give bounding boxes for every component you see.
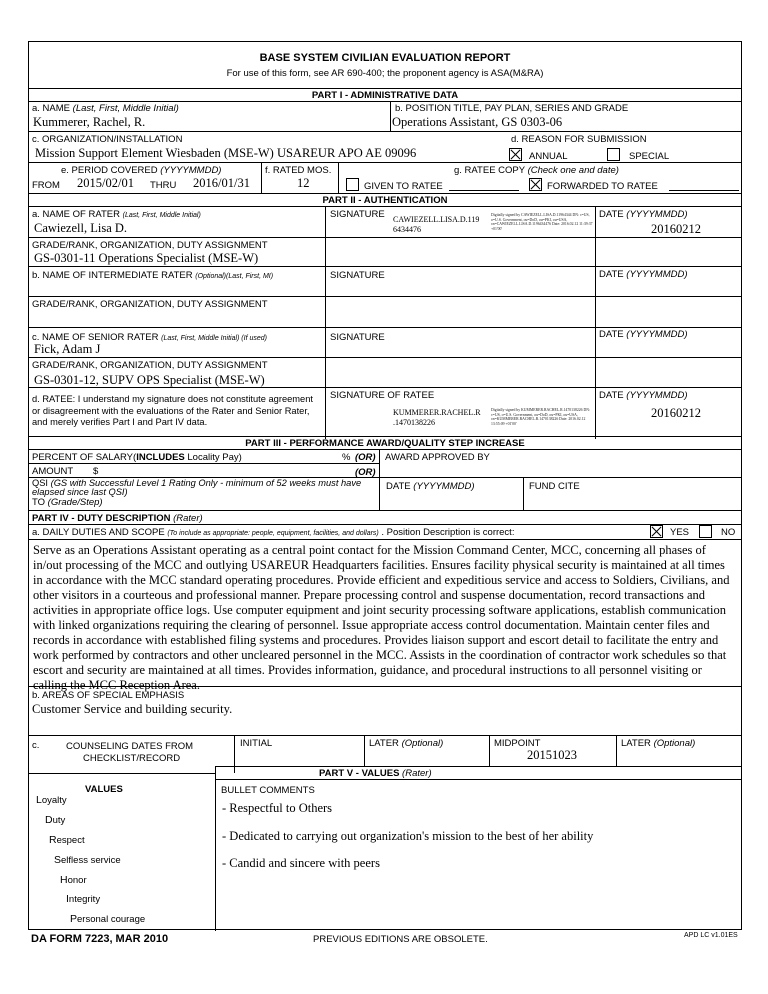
org-label: c. ORGANIZATION/INSTALLATION (32, 134, 183, 145)
or-2: (OR) (355, 467, 376, 478)
rater-grade-label: GRADE/RANK, ORGANIZATION, DUTY ASSIGNMENT (32, 240, 268, 251)
award-date-label: DATE (YYYYMMDD) (386, 481, 475, 492)
value-integrity: Integrity (66, 893, 101, 905)
bullet-comment-2[interactable]: - Dedicated to carrying out organization's mission to the best of her ability (222, 829, 594, 843)
ratee-signature-id: .1470138226 (393, 418, 435, 427)
ratee-date[interactable]: 20160212 (651, 406, 701, 420)
qsi-label: QSI (GS with Successful Level 1 Rating Only - minimum of 52 weeks must have elapsed since last QSI) (32, 478, 362, 497)
org-value[interactable]: Mission Support Element Wiesbaden (MSE-W) USAREUR APO AE 09096 (35, 146, 417, 160)
form-title: BASE SYSTEM CIVILIAN EVALUATION REPORT (259, 52, 511, 64)
pd-yes-label: YES (670, 527, 690, 538)
senior-grade-label: GRADE/RANK, ORGANIZATION, DUTY ASSIGNMENT (32, 360, 268, 371)
rated-value[interactable]: 12 (297, 176, 310, 190)
position-value[interactable]: Operations Assistant, GS 0303-06 (392, 115, 563, 129)
rater-label: a. NAME OF RATER (Last, First, Middle Initial) (32, 209, 201, 220)
pd-no-label: NO (721, 527, 736, 538)
intermediate-rater-label: b. NAME OF INTERMEDIATE RATER (Optional)(Last, First, MI) (32, 270, 274, 281)
percent-label: PERCENT OF SALARY(INCLUDES Locality Pay) (32, 452, 242, 463)
bullet-comment-1[interactable]: - Respectful to Others (222, 801, 333, 815)
intermediate-grade-label: GRADE/RANK, ORGANIZATION, DUTY ASSIGNMENT (32, 299, 268, 310)
given-checkbox[interactable] (346, 178, 359, 191)
copy-label: g. RATEE COPY (Check one and date) (454, 165, 619, 176)
senior-date-label: DATE (YYYYMMDD) (599, 329, 688, 340)
later-label-1: LATER (Optional) (369, 738, 444, 749)
counseling-label-1: COUNSELING DATES FROM (66, 741, 194, 752)
duties-text[interactable]: Serve as an Operations Assistant operating as a central point contact for the Mission Command Center, MCC, concerning all phases of in/out processing of the MCC and outlying USAREUR Headquarters facilities. Ensures facility physical security is maintained at all times in accordance with the MCC standard operating procedures. Provide efficient and expeditious service and access to Soldiers, Civilians, and other visitors in a courteous and professional manner. Prepare processing control and suspense documentation, record transactions and activities in appropriate office logs. Use computer equipment and joint security processing software applications, establish communication with linked organizations requiring the clearing of personnel. Issue appropriate access control documentation. Maintain center files and records in accordance with established filing systems and procedures. Provides liaison support and escort detail to facilitate the entry and work performed by contractors and other uncleared personnel in the MCC. Assists in the coordination of contractor work schedules so that escort and security are maintained at all times. Provides information, guidance, and procedural instructions to all personnel visiting or calling the MCC Reception Area. (33, 543, 730, 692)
midpoint-value[interactable]: 20151023 (527, 748, 577, 762)
ratee-statement: d. RATEE: I understand my signature does not constitute agreement or disagreement with the evaluations of the Rater and Senior Rater, and merely verifies Part I and Part IV data. (32, 394, 313, 427)
value-respect: Respect (49, 834, 85, 846)
special-checkbox[interactable] (607, 148, 620, 161)
reason-label: d. REASON FOR SUBMISSION (511, 134, 647, 145)
pd-no-checkbox[interactable] (699, 525, 712, 538)
name-label: a. NAME (Last, First, Middle Initial) (32, 103, 179, 114)
ratee-date-label: DATE (YYYYMMDD) (599, 390, 688, 401)
thru-label: THRU (150, 180, 177, 191)
rater-signature-name[interactable]: CAWIEZELL.LISA.D.119 (393, 215, 480, 224)
thru-value[interactable]: 2016/01/31 (193, 176, 250, 190)
bullet-label: BULLET COMMENTS (221, 785, 315, 796)
ratee-name[interactable]: Kummerer, Rachel, R. (33, 115, 146, 129)
value-loyalty: Loyalty (36, 794, 67, 806)
senior-grade[interactable]: GS-0301-12, SUPV OPS Specialist (MSE-W) (34, 373, 265, 387)
form-subtitle: For use of this form, see AR 690-400; the proponent agency is ASA(M&RA) (226, 68, 544, 79)
rater-name[interactable]: Cawiezell, Lisa D. (34, 221, 128, 235)
emphasis-label: b. AREAS OF SPECIAL EMPHASIS (32, 690, 185, 701)
senior-rater-label: c. NAME OF SENIOR RATER (Last, First, Middle Initial) (If used) (32, 332, 267, 343)
apd-version: APD LC v1.01ES (684, 932, 738, 939)
given-date-line[interactable] (449, 190, 519, 191)
value-personal-courage: Personal courage (70, 913, 146, 925)
rater-signature-label: SIGNATURE (330, 209, 385, 220)
part2-heading: PART II - AUTHENTICATION (322, 195, 448, 206)
from-label: FROM (32, 180, 60, 191)
form-number: DA FORM 7223, MAR 2010 (31, 933, 169, 945)
duties-label: a. DAILY DUTIES AND SCOPE (To include as appropriate: people, equipment, facilities, and dollars) . Position Description is correct: (32, 527, 515, 538)
emphasis-value[interactable]: Customer Service and building security. (32, 702, 233, 716)
initial-label: INITIAL (240, 738, 273, 749)
rater-signature-detail: Digitally signed by CAWIEZELL.LISA.D.11964344 DN: c=US, o=U.S. Government, ou=DoD, ou=PKI, ou=USA, cn=CAWIEZELL.LISA.D.1196434476 Date: 2016.02.12 11:39:37 +01'00' (491, 213, 593, 231)
period-label: e. PERIOD COVERED (YYYYMMDD) (61, 165, 222, 176)
annual-label: ANNUAL (529, 151, 568, 162)
rater-signature-id: 6434476 (393, 225, 421, 234)
values-label: VALUES (85, 784, 123, 795)
ratee-signature-detail: Digitally signed by KUMMERER.RACHEL.R.1470138226 DN: c=US, o=U.S. Government, ou=DoD, ou=PKI, ou=USA, cn=KUMMERER.RACHEL.R.1470138226 Date: 2016.02.12 13:55:09 +01'00' (491, 408, 591, 426)
value-honor: Honor (60, 874, 87, 886)
part4-heading: PART IV - DUTY DESCRIPTION (Rater) (32, 513, 203, 524)
amount-label: AMOUNT (32, 466, 74, 477)
intermediate-signature-label: SIGNATURE (330, 270, 385, 281)
bullet-comment-3[interactable]: - Candid and sincere with peers (222, 856, 380, 870)
rater-date-label: DATE (YYYYMMDD) (599, 209, 688, 220)
from-value[interactable]: 2015/02/01 (77, 176, 134, 190)
midpoint-label: MIDPOINT (494, 738, 541, 749)
counseling-c-label: c. (32, 740, 40, 751)
rated-label: f. RATED MOS. (265, 165, 332, 176)
or-1: (OR) (355, 452, 376, 463)
position-label: b. POSITION TITLE, PAY PLAN, SERIES AND GRADE (395, 103, 629, 114)
given-label: GIVEN TO RATEE (364, 181, 443, 192)
to-label: TO (Grade/Step) (32, 497, 103, 508)
rater-grade[interactable]: GS-0301-11 Operations Specialist (MSE-W) (34, 251, 259, 265)
obsolete-notice: PREVIOUS EDITIONS ARE OBSOLETE. (313, 934, 488, 945)
ratee-signature-name[interactable]: KUMMERER.RACHEL.R (393, 408, 481, 417)
intermediate-date-label: DATE (YYYYMMDD) (599, 269, 688, 280)
later-label-2: LATER (Optional) (621, 738, 696, 749)
rater-date[interactable]: 20160212 (651, 222, 701, 236)
part3-heading: PART III - PERFORMANCE AWARD/QUALITY STEP INCREASE (245, 438, 525, 449)
counseling-label-2: CHECKLIST/RECORD (83, 753, 181, 764)
value-duty: Duty (45, 814, 66, 826)
special-label: SPECIAL (629, 151, 670, 162)
annual-checkbox[interactable] (509, 148, 522, 161)
evaluation-form (28, 41, 742, 930)
senior-signature-label: SIGNATURE (330, 332, 385, 343)
part1-heading: PART I - ADMINISTRATIVE DATA (311, 90, 459, 101)
award-label: AWARD APPROVED BY (385, 452, 490, 463)
forwarded-label: FORWARDED TO RATEE (547, 181, 658, 192)
dollar-sign: $ (93, 466, 99, 477)
percent-sign: % (342, 452, 351, 463)
fund-cite-label: FUND CITE (529, 481, 580, 492)
ratee-signature-label: SIGNATURE OF RATEE (330, 390, 435, 401)
value-selfless-service: Selfless service (54, 854, 121, 866)
senior-rater-name[interactable]: Fick, Adam J (34, 342, 101, 356)
forwarded-checkbox[interactable] (529, 178, 542, 191)
part5-heading: PART V - VALUES (Rater) (319, 768, 432, 779)
pd-yes-checkbox[interactable] (650, 525, 663, 538)
forwarded-date-line[interactable] (669, 190, 739, 191)
